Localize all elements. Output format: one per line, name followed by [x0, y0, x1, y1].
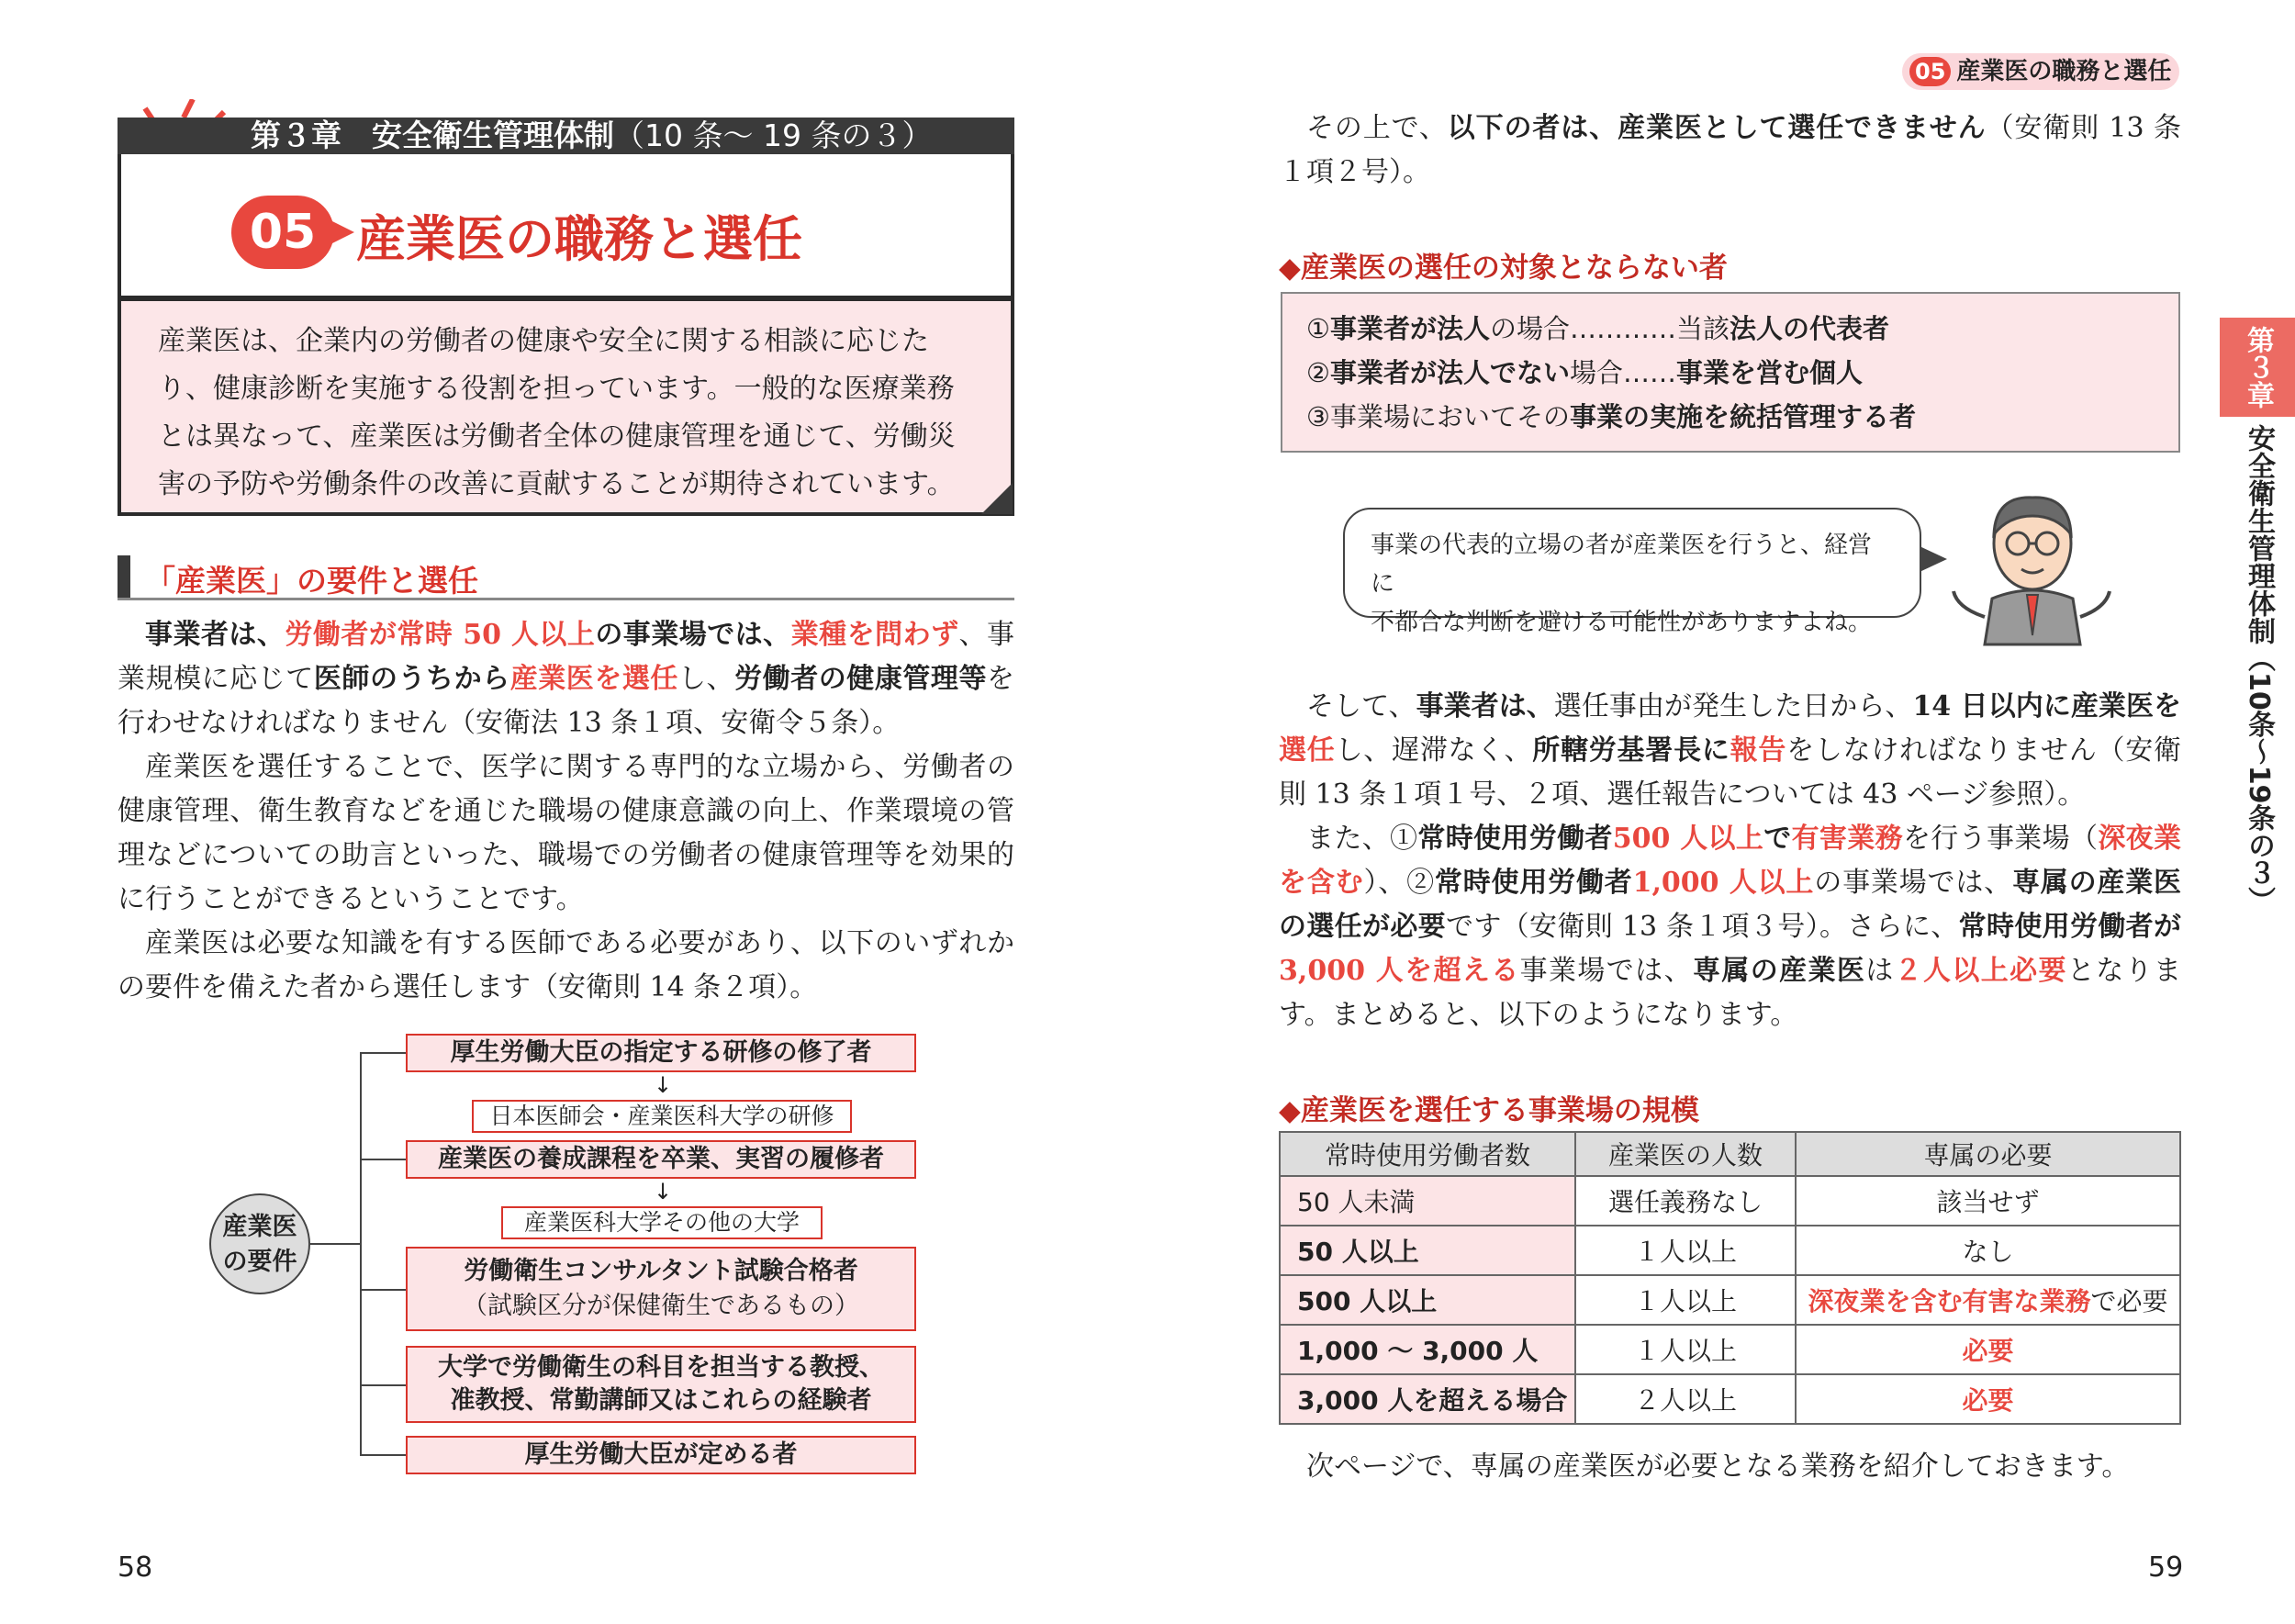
req4-line-1: 大学で労働衛生の科目を担当する教授、 [438, 1353, 884, 1382]
table-row: 50 人未満 選任義務なし 該当せず [1280, 1176, 2180, 1226]
section-tag [1902, 53, 2179, 90]
diagram-branch-4 [360, 1384, 408, 1386]
req4-line-2: 准教授、常勤講師又はこれらの経験者 [450, 1386, 872, 1415]
left-paragraph-1 [118, 613, 1014, 745]
diagram-trunk-line [360, 1052, 362, 1454]
requirement-box-4 [406, 1346, 916, 1423]
section-heading-text: 「産業医」の要件と選任 [145, 563, 478, 599]
arrow-down-icon: ↓ [654, 1072, 673, 1098]
chapter-range: （10 条～ 19 条の３） [614, 118, 933, 153]
man-with-glasses-icon [1948, 488, 2113, 653]
section-number-badge: 05 [231, 196, 334, 269]
left-paragraph-2: 産業医を選任することで、医学に関する専門的な立場から、労働者の健康管理、衛生教育などを通じた職場の健康意識の向上、作業環境の管理などについての助言といった、職場での労働者の健康管理等を効果的に行うことができるということです。 [118, 751, 1014, 915]
section-title: 産業医の職務と選任 [356, 210, 802, 268]
table-header: 専属の必要 [1796, 1132, 2180, 1176]
requirement-box-3 [406, 1247, 916, 1331]
arrow-down-icon: ↓ [654, 1179, 673, 1204]
table-row: 1,000 ～ 3,000 人 １人以上 必要 [1280, 1325, 2180, 1374]
bubble-line-1: 事業の代表的立場の者が産業医を行うと、経営に [1371, 532, 1873, 598]
intro-box [118, 299, 1014, 516]
excluded-item-2: ②事業者が法人でない場合……事業を営む個人 [1306, 357, 1864, 388]
req3-line-2: （試験区分が保健衛生であるもの） [463, 1292, 859, 1320]
requirement-sub-box-2: 産業医科大学その他の大学 [501, 1206, 823, 1239]
p1-c: の事業場では、 [595, 619, 791, 651]
table-row: 50 人以上 １人以上 なし [1280, 1226, 2180, 1275]
rp1-b: 以下の者は、産業医として選任できません [1447, 112, 1987, 144]
excluded-item-3: ③事業場においてその事業の実施を統括管理する者 [1306, 401, 1917, 432]
diagram-branch-5 [360, 1454, 408, 1456]
intro-corner-decoration [981, 483, 1013, 514]
diagram-branch-3 [360, 1289, 408, 1291]
side-chapter-title: 安全衛生管理体制（10条～19条の３） [2243, 424, 2275, 914]
requirement-box-1: 厚生労働大臣の指定する研修の修了者 [406, 1034, 916, 1072]
requirement-sub-box-1: 日本医師会・産業医科大学の研修 [472, 1100, 852, 1133]
section-heading-bar [118, 555, 130, 598]
rp1-a: その上で、 [1306, 112, 1448, 144]
box-heading: ◆産業医の選任の対象とならない者 [1279, 252, 1728, 285]
table-row: 3,000 人を超える場合 ２人以上 必要 [1280, 1374, 2180, 1424]
p1-f: 医師のうちから [313, 663, 510, 695]
right-paragraph-1 [1279, 106, 2181, 195]
req3-line-1: 労働衛生コンサルタント試験合格者 [464, 1257, 858, 1285]
speech-bubble [1343, 508, 1921, 636]
table-header: 産業医の人数 [1575, 1132, 1796, 1176]
diagram-branch-1 [360, 1052, 408, 1054]
requirement-box-5: 厚生労働大臣が定める者 [406, 1436, 916, 1474]
excluded-item-1: ①事業者が法人の場合…………当該法人の代表者 [1306, 313, 1890, 344]
p1-g: 産業医を選任 [509, 663, 678, 695]
chapter-banner [118, 118, 1014, 154]
page-number-right: 59 [2148, 1551, 2184, 1584]
center-line-2: の要件 [222, 1248, 297, 1276]
left-paragraph-3: 産業医は必要な知識を有する医師である必要があり、以下のいずれかの要件を備えた者から選任します（安衛則 14 条２項）。 [118, 927, 1014, 1003]
page-number-left: 58 [118, 1551, 153, 1584]
p1-a: 事業者は、 [145, 619, 285, 651]
p1-h: し、 [677, 663, 735, 695]
table-heading: ◆産業医を選任する事業場の規模 [1279, 1094, 1699, 1127]
p1-e: 、事業規模に応じて [118, 619, 1015, 695]
table-row: 500 人以上 １人以上 深夜業を含む有害な業務で必要 [1280, 1275, 2180, 1325]
bubble-line-2: 不都合な判断を避ける可能性がありますよね。 [1371, 609, 1873, 636]
p1-i: 労働者の健康管理等 [734, 663, 988, 695]
intro-text: 産業医は、企業内の労働者の健康や安全に関する相談に応じたり、健康診断を実施する役割を担っています。一般的な医療業務とは異なって、産業医は労働者全体の健康管理を通じて、労働災害の予防や労働条件の改善に貢献することが期待されています。 [158, 325, 956, 500]
requirement-box-2: 産業医の養成課程を卒業、実習の履修者 [406, 1140, 916, 1179]
p1-d: 業種を問わず [790, 619, 959, 651]
p1-j: を行わせなければなりません（安衛法 13 条１項、安衛令５条）。 [118, 663, 1015, 739]
rp1-c: （安衛則 13 条１項２号）。 [1279, 112, 2181, 188]
right-paragraph-3: また、①常時使用労働者500 人以上で有害業務を行う事業場（深夜業を含む）、②常時使用労働者1,000 人以上の事業場では、専属の産業医の選任が必要です（安衛則 13 条１項３号）。さらに、常時使用労働者が3,000 人を超える事業場では、専属の産業医は２人以上必要となります。まとめると、以下のようになります。 [1279, 823, 2182, 1031]
side-chapter-tab: 第３章 [2220, 318, 2295, 417]
p1-b: 労働者が常時 50 人以上 [285, 619, 596, 651]
diagram-center-line [310, 1243, 362, 1245]
tag-number: 05 [1909, 57, 1951, 86]
excluded-persons-box [1281, 292, 2180, 453]
diagram-center-circle [209, 1193, 310, 1294]
section-heading [118, 555, 1014, 600]
right-paragraph-2: そして、事業者は、選任事由が発生した日から、14 日以内に産業医を選任し、遅滞なく、所轄労基署長に報告をしなければなりません（安衛則 13 条１項１号、２項、選任報告については 43 ページ参照）。 [1279, 690, 2182, 811]
closing-paragraph: 次ページで、専属の産業医が必要となる業務を紹介しておきます。 [1306, 1450, 2130, 1483]
workplace-scale-table [1279, 1131, 2181, 1425]
center-line-1: 産業医 [222, 1213, 297, 1241]
tag-text: 産業医の職務と選任 [1956, 58, 2172, 85]
diagram-branch-2 [360, 1159, 408, 1160]
chapter-title: 第３章 安全衛生管理体制 [251, 118, 614, 153]
table-header-row [1280, 1132, 2180, 1176]
table-header: 常時使用労働者数 [1280, 1132, 1575, 1176]
